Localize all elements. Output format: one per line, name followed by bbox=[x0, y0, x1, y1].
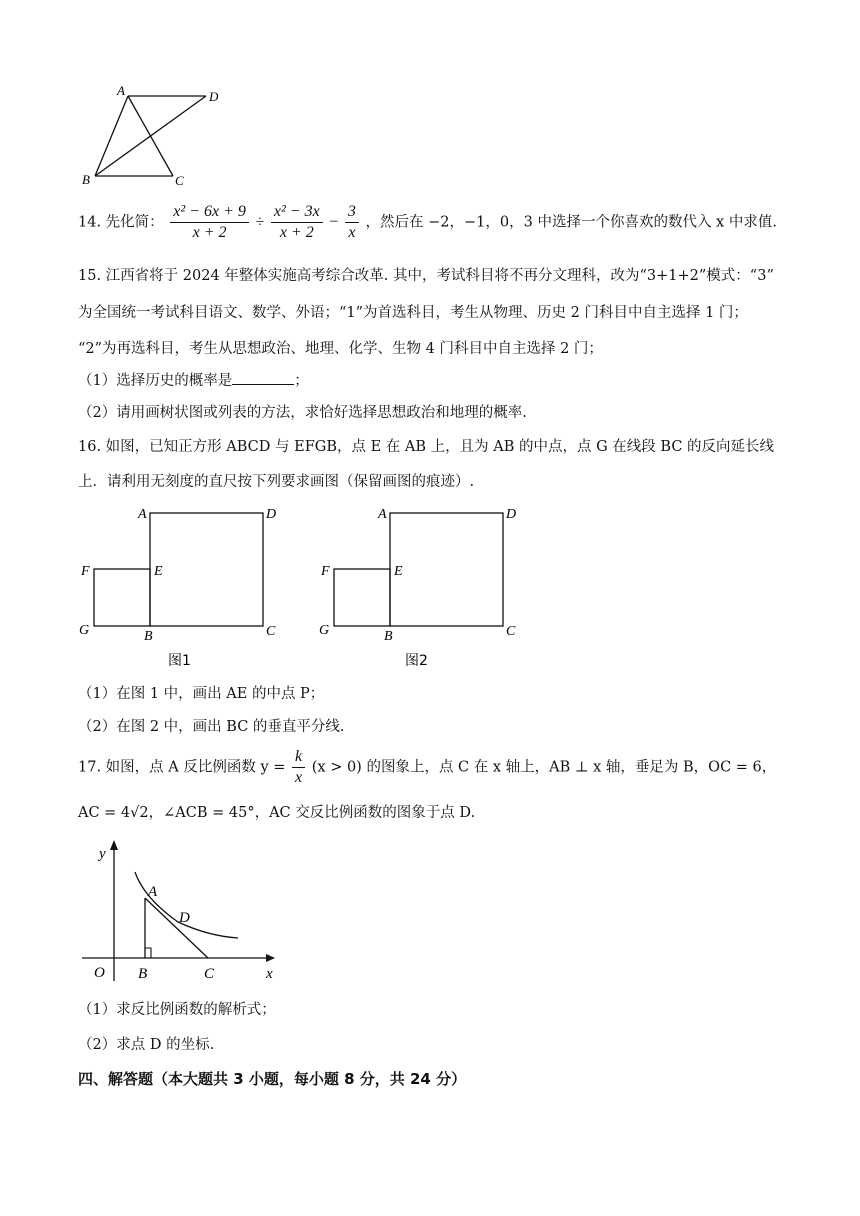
svg-text:D: D bbox=[266, 507, 277, 522]
svg-text:F: F bbox=[321, 564, 330, 579]
figure-q16-1 bbox=[78, 498, 288, 678]
label-C: C bbox=[175, 173, 184, 188]
svg-text:B: B bbox=[144, 629, 153, 644]
svg-text:B: B bbox=[138, 966, 148, 982]
q15-sub-2: （2）请用画树状图或列表的方法，求恰好选择思想政治和地理的概率. bbox=[78, 405, 527, 421]
svg-text:E: E bbox=[154, 564, 163, 579]
fraction-2: $\frac{\text{x² − 3x}}{x + 2}$ bbox=[271, 203, 323, 242]
section-heading: 四、解答题（本大题共 3 小题，每小题 8 分，共 24 分） bbox=[78, 1070, 467, 1088]
fraction-1: $\frac{\text{x² − 6x + 9}}{x + 2}$ bbox=[170, 203, 249, 242]
svg-text:G: G bbox=[79, 623, 90, 638]
svg-text:x: x bbox=[266, 966, 273, 982]
question-lead: 先化简： bbox=[105, 214, 164, 231]
label-D: D bbox=[209, 89, 219, 104]
svg-text:C: C bbox=[506, 624, 516, 639]
question-tail: ，然后在 −2，−1，0，3 中选择一个你喜欢的数代入 x 中求值. bbox=[365, 214, 777, 231]
q15-line-1: 15. 江西省将于 2024 年整体实施高考综合改革. 其中，考试科目将不再分文理科，改为“3+1+2”模式：“3” bbox=[78, 268, 774, 284]
q16-line-2: 上．请利用无刻度的直尺按下列要求画图（保留画图的痕迹）. bbox=[78, 474, 475, 490]
figure-caption-2: 图2 bbox=[405, 653, 428, 669]
svg-text:O: O bbox=[94, 965, 105, 981]
svg-text:A: A bbox=[378, 507, 387, 522]
q17-sub-2: （2）求点 D 的坐标. bbox=[78, 1037, 215, 1053]
svg-text:y: y bbox=[99, 846, 106, 862]
fraction-k-over-x: $\frac{k}{x}$ bbox=[292, 748, 305, 787]
q15-line-3: “2”为再选科目，考生从思想政治、地理、化学、生物 4 门科目中自主选择 2 门； bbox=[78, 341, 603, 357]
figure-q16-2 bbox=[318, 498, 528, 678]
q15-sub-1: （1）选择历史的概率是 ； bbox=[78, 370, 309, 391]
svg-text:A: A bbox=[138, 507, 147, 522]
svg-text:D: D bbox=[179, 910, 190, 926]
answer-blank[interactable] bbox=[232, 370, 294, 385]
question-14: 14. 先化简： $\frac{\text{x² − 6x + 9}}{x + 2}$ ÷ $\frac{\text{x² − 3x}}{x + 2}$ − $\frac{3}{x}$ ，然后在 −2，−1，0，3 中选择一个你喜欢的数代入 x 中求值. bbox=[78, 203, 777, 241]
label-A: A bbox=[117, 84, 125, 98]
q17-line-1: 17. 如图，点 A 反比例函数 y = $\frac{k}{x}$ (x > 0) 的图象上，点 C 在 x 轴上，AB ⊥ x 轴，垂足为 B，OC = 6， bbox=[78, 748, 777, 786]
q16-sub-2: （2）在图 2 中，画出 BC 的垂直平分线. bbox=[78, 719, 345, 735]
svg-text:C: C bbox=[266, 624, 276, 639]
label-B: B bbox=[82, 172, 90, 187]
q17-line-2: AC = 4√2，∠ACB = 45°，AC 交反比例函数的图象于点 D. bbox=[78, 805, 476, 821]
q17-sub-1: （1）求反比例函数的解析式； bbox=[78, 1002, 276, 1018]
svg-text:C: C bbox=[204, 966, 215, 982]
fraction-3: $\frac{3}{x}$ bbox=[345, 203, 359, 242]
q15-line-2: 为全国统一考试科目语文、数学、外语；“1”为首选科目，考生从物理、历史 2 门科目中自主选择 1 门； bbox=[78, 305, 748, 321]
svg-text:F: F bbox=[81, 564, 90, 579]
question-number: 14. bbox=[78, 214, 102, 231]
svg-text:A: A bbox=[148, 884, 158, 900]
svg-text:G: G bbox=[319, 623, 330, 638]
figure-q13 bbox=[78, 84, 238, 194]
figure-caption-1: 图1 bbox=[168, 653, 191, 669]
svg-text:E: E bbox=[394, 564, 403, 579]
svg-text:D: D bbox=[506, 507, 517, 522]
svg-text:B: B bbox=[384, 629, 393, 644]
q16-line-1: 16. 如图，已知正方形 ABCD 与 EFGB，点 E 在 AB 上，且为 AB 的中点，点 G 在线段 BC 的反向延长线 bbox=[78, 439, 775, 455]
figure-q17-graph bbox=[78, 836, 298, 986]
q16-sub-1: （1）在图 1 中，画出 AE 的中点 P； bbox=[78, 686, 325, 702]
